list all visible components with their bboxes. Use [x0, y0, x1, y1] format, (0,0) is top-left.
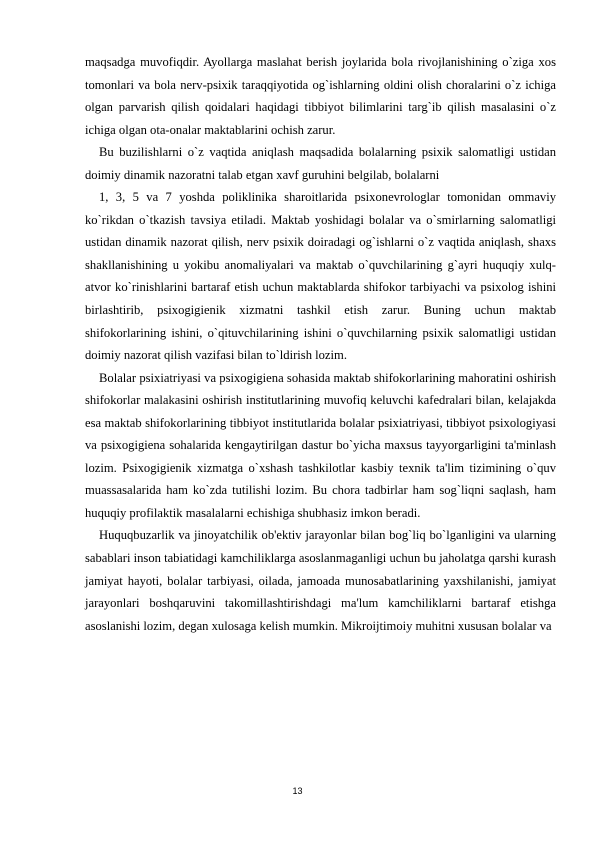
paragraph-3: 1, 3, 5 va 7 yoshda poliklinika sharoitlarida psixonevrologlar tomonidan ommaviy ko`rikdan o`tkazish tavsiya etiladi. Maktab yoshidagi bolalar va o`smirlarning salomatligi ustidan dinamik nazorat qilish, nerv psixik doiradagi og`ishlarni o`z vaqtida aniqlash, shaxs shakllanishining u yokibu anomaliyalari va maktab o`quvchilarining g`ayri huquqiy xulq-atvor ko`rinishlarini bartaraf etish uchun maktablarda shifokor tarbiyachi va psixolog ishini birlashtirib, psixogigienik xizmatni tashkil etish zarur. Buning uchun maktab shifokorlarining ishini, o`qituvchilarining ishini o`quvchilarning psixik salomatligi ustidan doimiy nazorat qilish vazifasi bilan to`ldirish lozim. [85, 190, 556, 363]
paragraph-4: Bolalar psixiatriyasi va psixogigiena sohasida maktab shifokorlarining mahoratini oshirish shifokorlar malakasini oshirish institutlarining muvofiq keluvchi kafedralari bilan, kelajakda esa maktab shifokorlarining tibbiyot institutlarida bolalar psixiatriyasi, tibbiyot psixologiyasi va psixogigiena sohalarida kengaytirilgan dastur bo`yicha maxsus tayyorgarligini ta'minlash lozim. Psixogigienik xizmatga o`xshash tashkilotlar kasbiy texnik ta'lim tizimining o`quv muassasalarida ham ko`zda tutilishi lozim. Bu chora tadbirlar ham sog`liqni saqlash, ham huquqiy profilaktik masalalarni echishiga shubhasiz imkon beradi. [85, 370, 556, 520]
paragraph-2: Bu buzilishlarni o`z vaqtida aniqlash maqsadida bolalarning psixik salomatligi ustidan doimiy dinamik nazoratni talab etgan xavf guruhini belgilab, bolalarni [85, 145, 556, 182]
body-text [85, 51, 556, 637]
paragraph-1: maqsadga muvofiqdir. Ayollarga maslahat berish joylarida bola rivojlanishining o`ziga xos tomonlari va bola nerv-psixik taraqqiyotida og`ishlarning oldini olish choralarini o`z ichiga olgan parvarish qilish qoidalari haqidagi tibbiyot bilimlarini targ`ib qilish masalasini o`z ichiga olgan ota-onalar maktablarini ochish zarur. [85, 55, 556, 137]
paragraph-5: Huquqbuzarlik va jinoyatchilik ob'ektiv jarayonlar bilan bog`liq bo`lganligini va ularning sabablari inson tabiatidagi kamchiliklarga asoslanmaganligi uchun bu jaholatga qarshi kurash jamiyat hayoti, bolalar tarbiyasi, oilada, jamoada munosabatlarining yaxshilanishi, jamiyat jarayonlari boshqaruvini takomillashtirishdagi ma'lum kamchiliklarni bartaraf etishga asoslanishi lozim, degan xulosaga kelish mumkin. Mikroijtimoiy muhitni xususan bolalar va [85, 528, 556, 633]
page-number: 13 [292, 786, 303, 796]
